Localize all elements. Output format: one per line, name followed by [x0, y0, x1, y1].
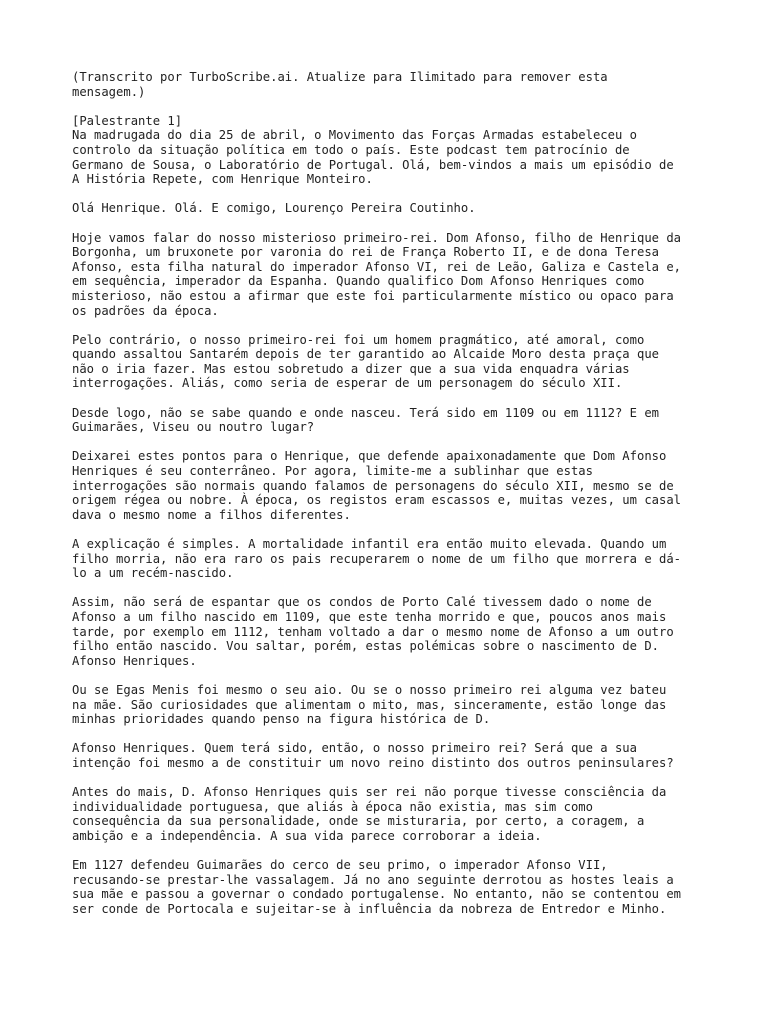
- paragraph-1: [Palestrante 1] Na madrugada do dia 25 de abril, o Movimento das Forças Armadas estabeleceu o controlo da situação política em todo o país. Este podcast tem patrocínio de Germano de Sousa, o Laboratório de Portugal. Olá, bem-vindos a mais um episódio de A História Repete, com Henrique Monteiro.: [72, 113, 674, 187]
- paragraph-8: Assim, não será de espantar que os condos de Porto Calé tivessem dado o nome de Afonso a um filho nascido em 1109, que este tenha morrido e que, poucos anos mais tarde, por exemplo em 1112, tenham voltado a dar o mesmo nome de Afonso a um outro filho então nascido. Vou saltar, porém, estas polémicas sobre o nascimento de D. Afonso Henriques.: [72, 595, 674, 668]
- transcript-header: (Transcrito por TurboScribe.ai. Atualize para Ilimitado para remover esta mensagem.): [72, 70, 608, 99]
- transcript-page: [72, 70, 702, 931]
- paragraph-6: Deixarei estes pontos para o Henrique, que defende apaixonadamente que Dom Afonso Henriques é seu conterrâneo. Por agora, limite-me a sublinhar que estas interrogações são normais quando falamos de personagens do século XII, mesmo se de origem régea ou nobre. À época, os registos eram escassos e, muitas vezes, um casal dava o mesmo nome a filhos diferentes.: [72, 449, 682, 522]
- paragraph-10: Afonso Henriques. Quem terá sido, então, o nosso primeiro rei? Será que a sua intenção foi mesmo a de constituir um novo reino distinto dos outros peninsulares?: [72, 741, 674, 770]
- paragraph-11: Antes do mais, D. Afonso Henriques quis ser rei não porque tivesse consciência da individualidade portuguesa, que aliás à época não existia, mas sim como consequência da sua personalidade, onde se misturaria, por certo, a coragem, a ambição e a independência. A sua vida parece corroborar a ideia.: [72, 785, 667, 843]
- paragraph-3: Hoje vamos falar do nosso misterioso primeiro-rei. Dom Afonso, filho de Henrique da Borgonha, um bruxonete por varonia do rei de França Roberto II, e de dona Teresa Afonso, esta filha natural do imperador Afonso VI, rei de Leão, Galiza e Castela e, em sequência, imperador da Espanha. Quando qualifico Dom Afonso Henriques como misterioso, não estou a afirmar que este foi particularmente místico ou opaco para os padrões da época.: [72, 230, 682, 318]
- paragraph-9: Ou se Egas Menis foi mesmo o seu aio. Ou se o nosso primeiro rei alguma vez bateu na mãe. São curiosidades que alimentam o mito, mas, sinceramente, estão longe das minhas prioridades quando penso na figura histórica de D.: [72, 682, 667, 727]
- paragraph-5: Desde logo, não se sabe quando e onde nasceu. Terá sido em 1109 ou em 1112? E em Guimarães, Viseu ou noutro lugar?: [72, 405, 659, 435]
- paragraph-2: Olá Henrique. Olá. E comigo, Lourenço Pereira Coutinho.: [72, 201, 476, 216]
- paragraph-4: Pelo contrário, o nosso primeiro-rei foi um homem pragmático, até amoral, como quando assaltou Santarém depois de ter garantido ao Alcaide Moro desta praça que não o iria fazer. Mas estou sobretudo a dizer que a sua vida enquadra várias interrogações. Aliás, como seria de esperar de um personagem do século XII.: [72, 332, 659, 391]
- paragraph-7: A explicação é simples. A mortalidade infantil era então muito elevada. Quando um filho morria, não era raro os pais recuperarem o nome de um filho que morrera e dá- lo a um recém-nascido.: [72, 537, 682, 581]
- paragraph-12: Em 1127 defendeu Guimarães do cerco de seu primo, o imperador Afonso VII, recusando-se prestar-lhe vassalagem. Já no ano seguinte derrotou as hostes leais a sua mãe e passou a governar o condado portugalense. No entanto, não se contentou em ser conde de Portocala e sujeitar-se à influência da nobreza de Entredor e Minho.: [72, 858, 682, 916]
